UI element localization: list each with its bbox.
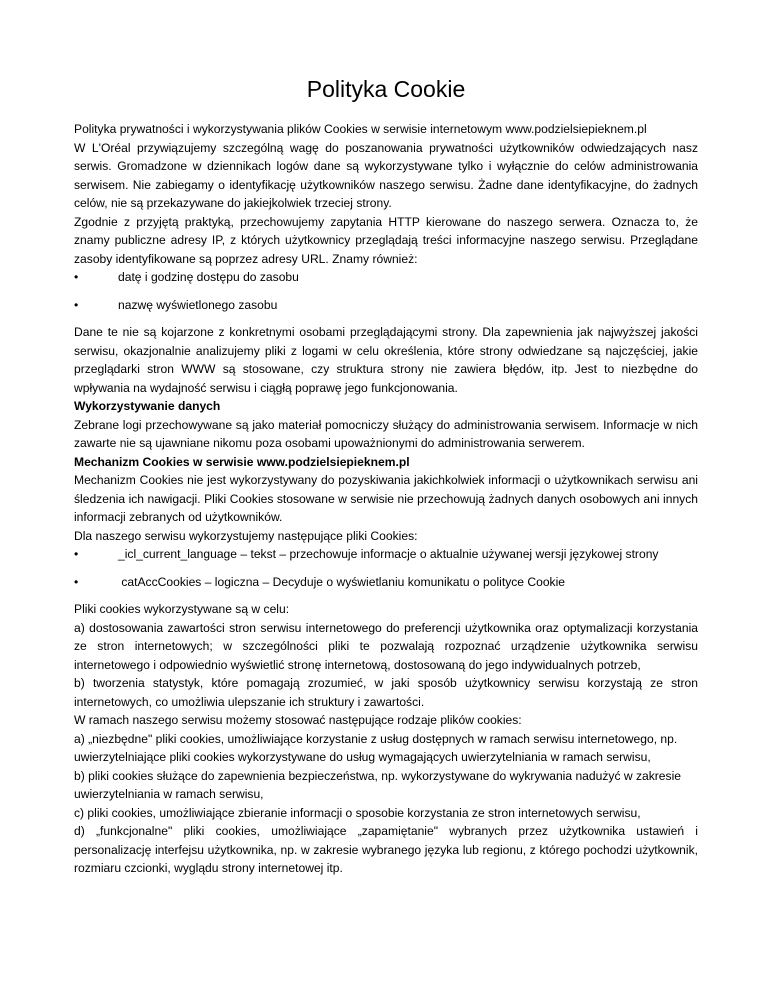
bullet-marker: • [74, 270, 79, 284]
list-item-text: catAccCookies – logiczna – Decyduje o wyświetlaniu komunikatu o polityce Cookie [118, 574, 566, 589]
section-heading-usage: Wykorzystywanie danych [74, 399, 221, 413]
paragraph-types-intro: W ramach naszego serwisu możemy stosować następujące rodzaje plików cookies: [74, 713, 522, 727]
list-item-text: nazwę wyświetlonego zasobu [118, 297, 278, 312]
paragraph-mechanism: Mechanizm Cookies nie jest wykorzystywany do pozyskiwania jakichkolwiek informacji o użytkownikach serwisu ani śledzenia ich nawigacji. Pliki Cookies stosowane w serwisie nie przechowują żadnych danych osobowych ani innych informacji zebranych od użytkowników. [74, 473, 698, 524]
section-heading-mechanism: Mechanizm Cookies w serwisie www.podzielsiepieknem.pl [74, 454, 410, 469]
paragraph-type-c: c) pliki cookies, umożliwiające zbieranie informacji o sposobie korzystania ze stron internetowych serwisu, [74, 805, 641, 820]
list-item [74, 296, 698, 315]
document-body [74, 120, 698, 878]
list-item [74, 573, 698, 592]
paragraph-cookie-list-intro: Dla naszego serwisu wykorzystujemy następujące pliki Cookies: [74, 528, 418, 543]
list-item [74, 545, 698, 564]
bullet-marker: • [74, 574, 79, 589]
paragraph-type-d: d) „funkcjonalne" pliki cookies, umożliwiające „zapamiętanie" wybranych przez użytkownika ustawień i personalizację interfejsu użytkownika, np. w zakresie wybranego języka lub regionu, z którego pochodzi użytkownik, rozmiaru czcionki, wyglądu strony internetowej itp. [74, 824, 698, 875]
bullet-marker: • [74, 297, 79, 312]
paragraph-purpose-a: a) dostosowania zawartości stron serwisu internetowego do preferencji użytkownika oraz optymalizacji korzystania ze stron internetowych; w szczególności pliki te pozwalają rozpoznać urządzenie użytkownika serwisu internetowego i odpowiednio wyświetlić stronę internetową, dostosowaną do jego indywidualnych potrzeb, [74, 620, 698, 672]
list-item-text: datę i godzinę dostępu do zasobu [118, 270, 299, 284]
paragraph-log-analysis: Dane te nie są kojarzone z konkretnymi osobami przeglądającymi strony. Dla zapewnienia jak najwyższej jakości serwisu, okazjonalnie analizujemy pliki z logami w celu określenia, które strony odwiedzane są najczęściej, jakie przeglądarki stron WWW są stosowane, czy struktura strony nie zawiera błędów, itp. Jest to niezbędne do wpływania na wydajność serwisu i ciągłą poprawę jego funkcjonowania. [74, 325, 698, 395]
list-item-text: _icl_current_language – tekst – przechowuje informacje o aktualnie używanej wersji językowej strony [118, 547, 659, 561]
paragraph-purpose-b: b) tworzenia statystyk, które pomagają zrozumieć, w jaki sposób użytkownicy serwisu korzystają ze stron internetowych, co umożliwia ulepszanie ich struktury i zawartości. [74, 676, 698, 709]
paragraph-usage: Zebrane logi przechowywane są jako materiał pomocniczy służący do administrowania serwisem. Informacje w nich zawarte nie są ujawniane nikomu poza osobami upoważnionymi do administrowania serwerem. [74, 417, 698, 450]
list-item [74, 268, 698, 287]
paragraph-purpose-intro: Pliki cookies wykorzystywane są w celu: [74, 602, 290, 616]
bullet-marker: • [74, 547, 79, 561]
paragraph-http-logs: Zgodnie z przyjętą praktyką, przechowujemy zapytania HTTP kierowane do naszego serwera. Oznacza to, że znamy publiczne adresy IP, z których użytkownicy przeglądają treści informacyjne naszego serwisu. Przeglądane zasoby identyfikowane są poprzez adresy URL. Znamy również: [74, 214, 698, 266]
paragraph-privacy: W L'Oréal przywiązujemy szczególną wagę do poszanowania prywatności użytkowników odwiedzających nasz serwis. Gromadzone w dziennikach logów dane są wykorzystywane tylko i wyłącznie do celów administrowania serwisem. Nie zabiegamy o identyfikację użytkowników naszego serwisu. Żadne dane identyfikacyjne, do żadnych celów, nie są przekazywane do jakiejkolwiek trzeciej strony. [74, 140, 698, 210]
paragraph-type-a: a) „niezbędne" pliki cookies, umożliwiające korzystanie z usług dostępnych w ramach serwisu internetowego, np. uwierzytelniające pliki cookies wykorzystywane do usług wymagających uwierzytelniania w ramach serwisu, [74, 731, 678, 764]
intro-line: Polityka prywatności i wykorzystywania plików Cookies w serwisie internetowym www.podzielsiepieknem.pl [74, 122, 647, 136]
paragraph-type-b: b) pliki cookies służące do zapewnienia bezpieczeństwa, np. wykorzystywane do wykrywania nadużyć w zakresie uwierzytelniania w ramach serwisu, [74, 768, 681, 801]
page-title: Polityka Cookie [306, 76, 466, 102]
